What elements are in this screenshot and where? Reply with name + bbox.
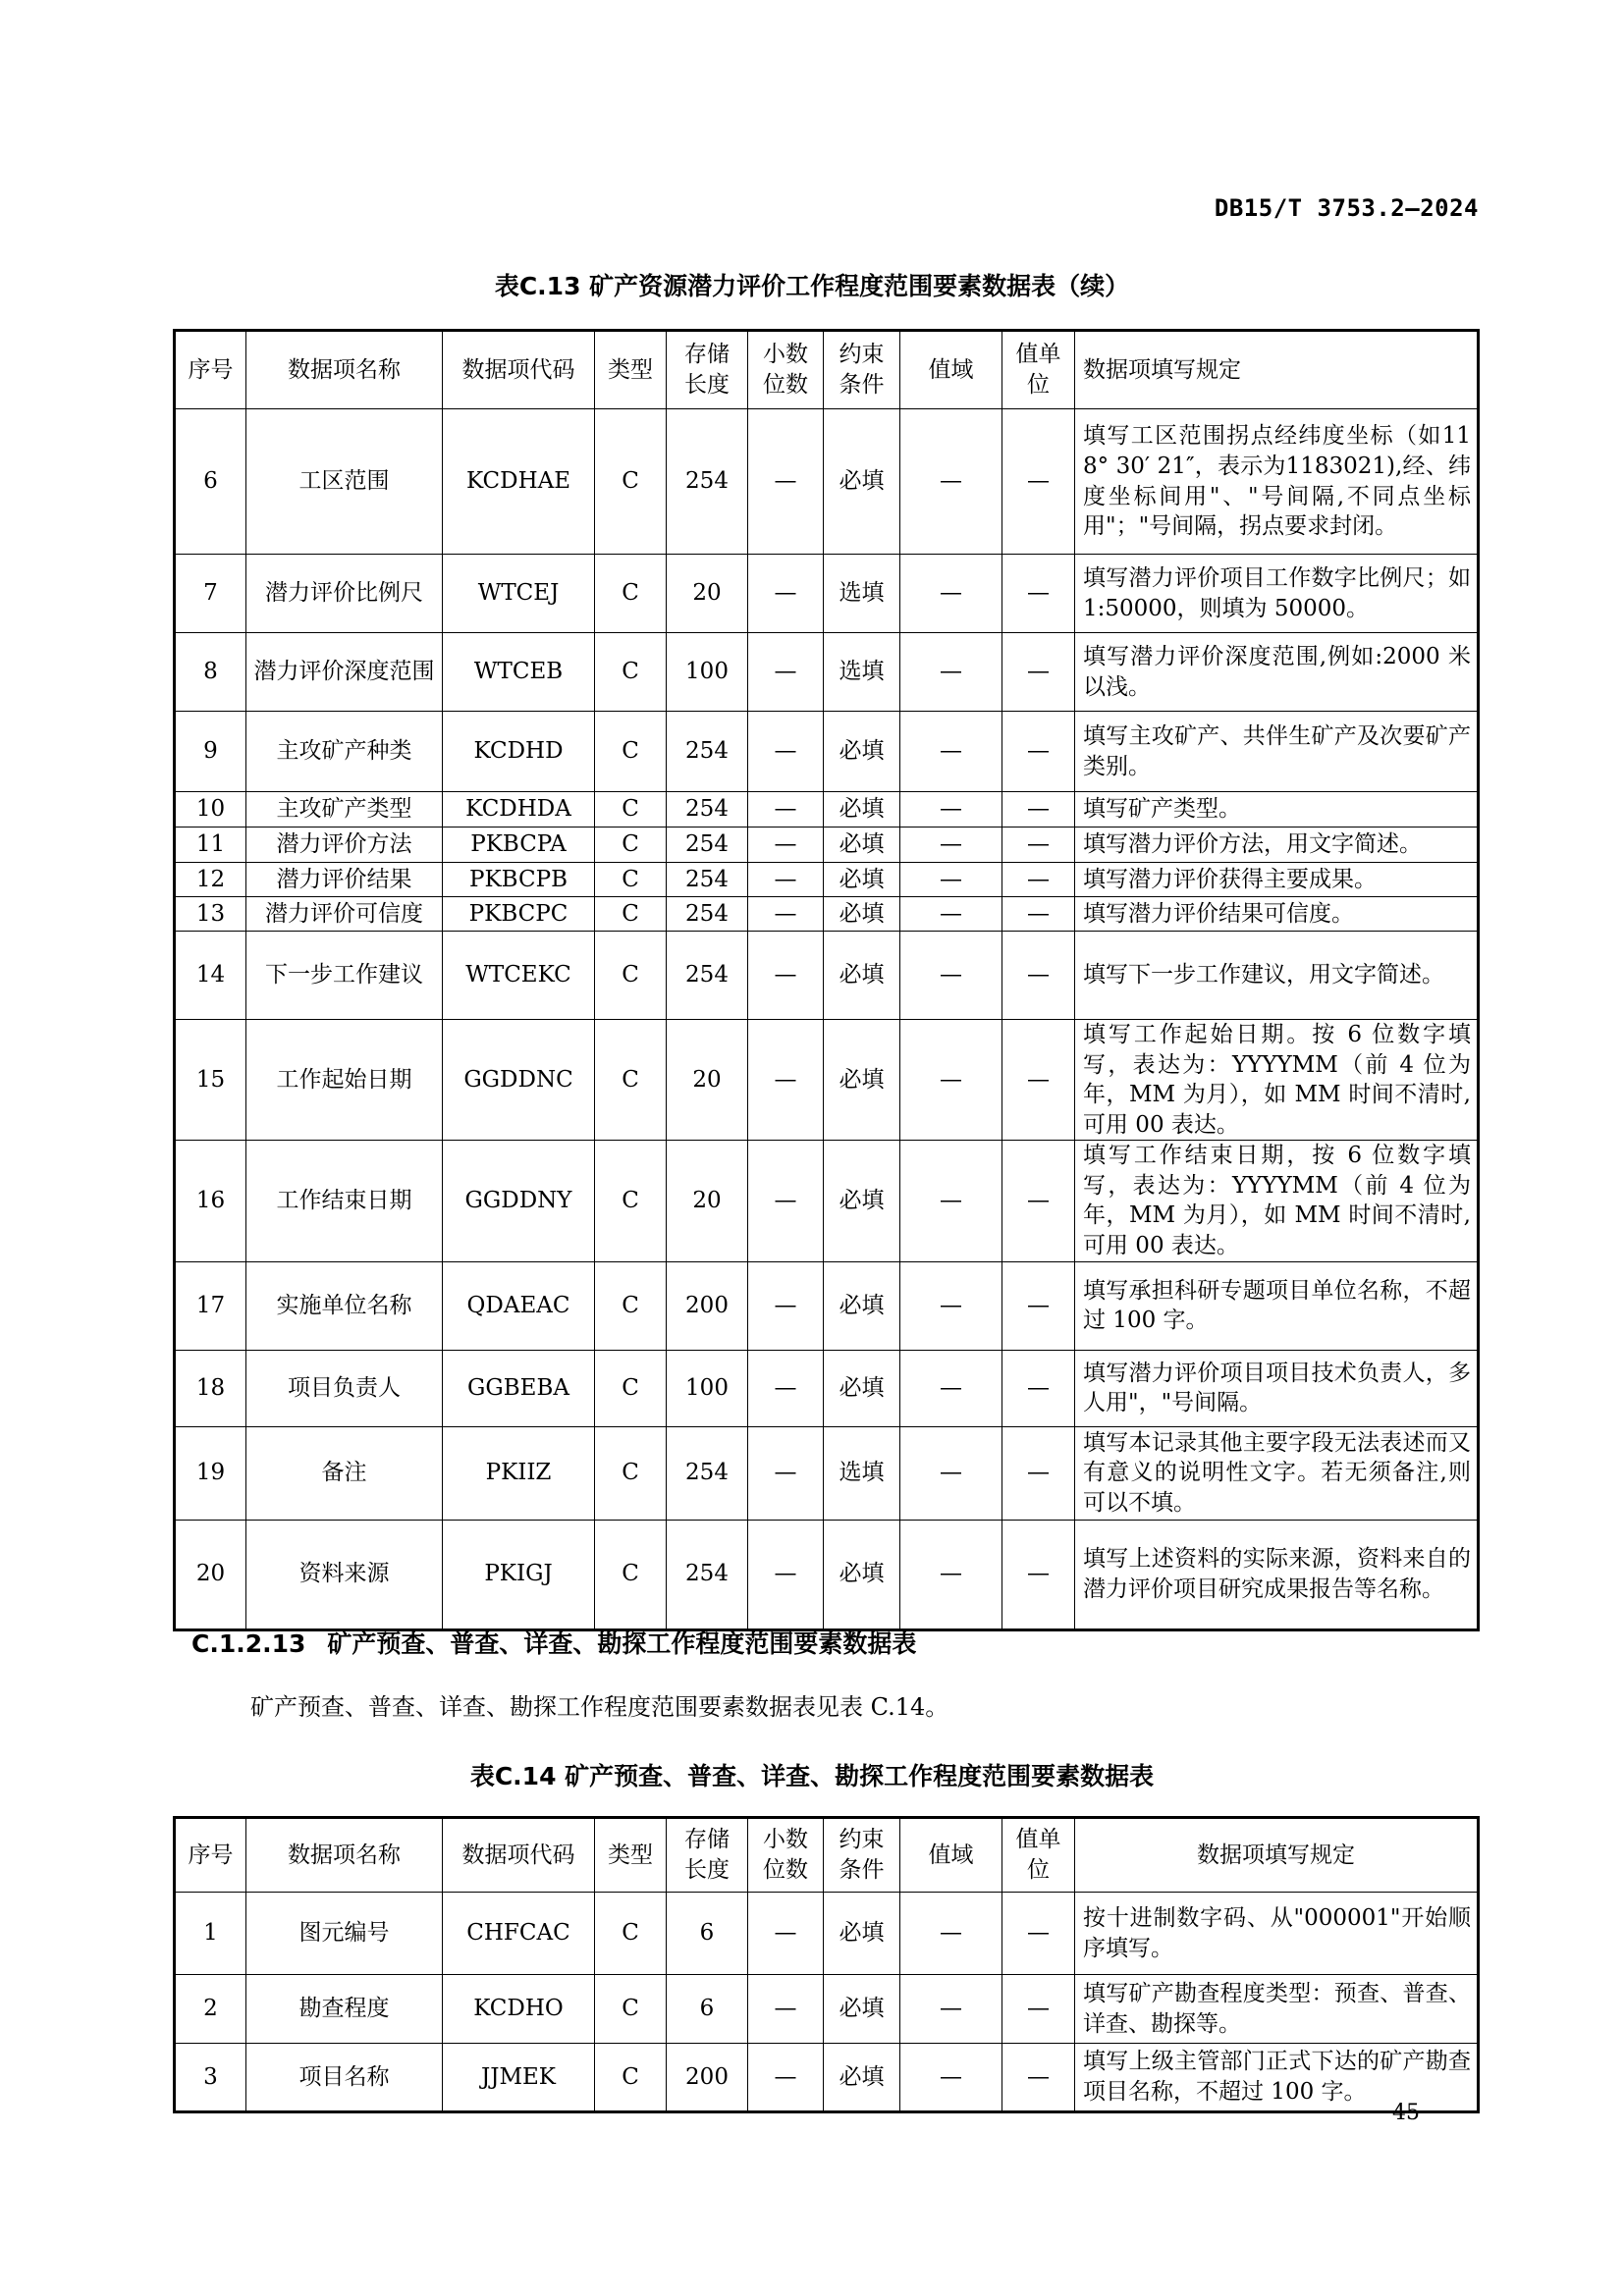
cell-domain: —: [900, 555, 1002, 633]
cell-type: C: [595, 1975, 667, 2044]
table-row: [175, 1520, 1479, 1629]
cell-seq: 13: [175, 897, 246, 932]
cell-decimals: —: [748, 792, 824, 828]
cell-length: 6: [667, 1975, 748, 2044]
cell-code: KCDHDA: [443, 792, 595, 828]
col-header-seq: 序号: [175, 1818, 246, 1893]
col-header-domain: 值域: [900, 1818, 1002, 1893]
cell-seq: 17: [175, 1261, 246, 1350]
cell-unit: —: [1002, 712, 1075, 792]
table-row: [175, 1975, 1479, 2044]
cell-domain: —: [900, 633, 1002, 712]
cell-domain: —: [900, 897, 1002, 932]
cell-name: 主攻矿产类型: [246, 792, 443, 828]
col-header-length: 存储 长度: [667, 1818, 748, 1893]
cell-decimals: —: [748, 409, 824, 555]
cell-unit: —: [1002, 1520, 1075, 1629]
table-row: [175, 1426, 1479, 1520]
cell-domain: —: [900, 712, 1002, 792]
table-row: [175, 712, 1479, 792]
table-caption-c14: 表C.14 矿产预查、普查、详查、勘探工作程度范围要素数据表: [469, 1762, 1155, 1790]
cell-rule: 填写承担科研专题项目单位名称，不超过 100 字。: [1075, 1261, 1479, 1350]
cell-domain: —: [900, 1975, 1002, 2044]
cell-constraint: 必填: [824, 1261, 900, 1350]
cell-unit: —: [1002, 932, 1075, 1020]
cell-rule: 按十进制数字码、从"000001"开始顺序填写。: [1075, 1893, 1479, 1975]
col-header-name: 数据项名称: [246, 331, 443, 409]
cell-length: 254: [667, 1426, 748, 1520]
cell-name: 潜力评价深度范围: [246, 633, 443, 712]
cell-name: 图元编号: [246, 1893, 443, 1975]
cell-constraint: 选填: [824, 555, 900, 633]
cell-unit: —: [1002, 1261, 1075, 1350]
cell-rule: 填写工区范围拐点经纬度坐标（如118° 30′ 21″，表示为1183021),经、纬度坐标间用"、"号间隔,不同点坐标用"；"号间隔，拐点要求封闭。: [1075, 409, 1479, 555]
cell-domain: —: [900, 828, 1002, 863]
cell-rule: 填写潜力评价项目项目技术负责人，多人用"，"号间隔。: [1075, 1350, 1479, 1426]
cell-seq: 12: [175, 863, 246, 897]
data-table-c14: [173, 1816, 1480, 2113]
cell-length: 6: [667, 1893, 748, 1975]
col-header-type: 类型: [595, 1818, 667, 1893]
col-header-constraint: 约束 条件: [824, 1818, 900, 1893]
cell-type: C: [595, 1141, 667, 1261]
cell-decimals: —: [748, 863, 824, 897]
cell-seq: 1: [175, 1893, 246, 1975]
cell-domain: —: [900, 1020, 1002, 1141]
cell-code: KCDHAE: [443, 409, 595, 555]
section-number: C.1.2.13: [191, 1629, 306, 1658]
table-row: [175, 828, 1479, 863]
cell-constraint: 必填: [824, 1141, 900, 1261]
cell-seq: 16: [175, 1141, 246, 1261]
cell-length: 254: [667, 897, 748, 932]
cell-domain: —: [900, 1141, 1002, 1261]
cell-code: WTCEB: [443, 633, 595, 712]
cell-length: 254: [667, 863, 748, 897]
cell-code: PKIGJ: [443, 1520, 595, 1629]
col-header-name: 数据项名称: [246, 1818, 443, 1893]
cell-rule: 填写矿产勘查程度类型：预查、普查、详查、勘探等。: [1075, 1975, 1479, 2044]
cell-unit: —: [1002, 409, 1075, 555]
cell-seq: 7: [175, 555, 246, 633]
cell-rule: 填写潜力评价获得主要成果。: [1075, 863, 1479, 897]
col-header-code: 数据项代码: [443, 1818, 595, 1893]
cell-type: C: [595, 2044, 667, 2112]
table-row: [175, 1893, 1479, 1975]
cell-code: JJMEK: [443, 2044, 595, 2112]
cell-name: 潜力评价比例尺: [246, 555, 443, 633]
cell-domain: —: [900, 792, 1002, 828]
section-heading: [191, 1625, 916, 1660]
cell-decimals: —: [748, 932, 824, 1020]
cell-type: C: [595, 555, 667, 633]
data-table-c13: [173, 329, 1480, 1631]
cell-seq: 8: [175, 633, 246, 712]
cell-decimals: —: [748, 1520, 824, 1629]
cell-constraint: 必填: [824, 1350, 900, 1426]
cell-length: 200: [667, 1261, 748, 1350]
table-row: [175, 1141, 1479, 1261]
cell-name: 工作起始日期: [246, 1020, 443, 1141]
cell-constraint: 必填: [824, 792, 900, 828]
cell-unit: —: [1002, 1426, 1075, 1520]
cell-code: PKBCPB: [443, 863, 595, 897]
cell-decimals: —: [748, 633, 824, 712]
cell-name: 工作结束日期: [246, 1141, 443, 1261]
cell-code: GGDDNY: [443, 1141, 595, 1261]
cell-domain: —: [900, 1893, 1002, 1975]
cell-unit: —: [1002, 897, 1075, 932]
table-row: [175, 409, 1479, 555]
cell-unit: —: [1002, 2044, 1075, 2112]
cell-constraint: 必填: [824, 863, 900, 897]
cell-rule: 填写主攻矿产、共伴生矿产及次要矿产类别。: [1075, 712, 1479, 792]
col-header-type: 类型: [595, 331, 667, 409]
cell-constraint: 必填: [824, 1893, 900, 1975]
col-header-unit: 值单 位: [1002, 331, 1075, 409]
table-row: [175, 897, 1479, 932]
cell-length: 254: [667, 828, 748, 863]
cell-rule: 填写矿产类型。: [1075, 792, 1479, 828]
cell-seq: 18: [175, 1350, 246, 1426]
table-header-row: [175, 331, 1479, 409]
cell-name: 潜力评价方法: [246, 828, 443, 863]
cell-decimals: —: [748, 1261, 824, 1350]
cell-decimals: —: [748, 1141, 824, 1261]
cell-rule: 填写潜力评价深度范围,例如:2000 米以浅。: [1075, 633, 1479, 712]
cell-rule: 填写潜力评价结果可信度。: [1075, 897, 1479, 932]
cell-rule: 填写工作起始日期。按 6 位数字填写，表达为：YYYYMM（前 4 位为年，MM 为月），如 MM 时间不清时,可用 00 表达。: [1075, 1020, 1479, 1141]
cell-code: PKIIZ: [443, 1426, 595, 1520]
cell-type: C: [595, 1426, 667, 1520]
cell-type: C: [595, 712, 667, 792]
col-header-unit: 值单 位: [1002, 1818, 1075, 1893]
cell-length: 254: [667, 932, 748, 1020]
cell-unit: —: [1002, 1141, 1075, 1261]
cell-length: 254: [667, 712, 748, 792]
table-header-row: [175, 1818, 1479, 1893]
cell-constraint: 必填: [824, 1520, 900, 1629]
col-header-seq: 序号: [175, 331, 246, 409]
cell-type: C: [595, 1893, 667, 1975]
cell-constraint: 选填: [824, 633, 900, 712]
cell-rule: 填写上述资料的实际来源，资料来自的潜力评价项目研究成果报告等名称。: [1075, 1520, 1479, 1629]
cell-unit: —: [1002, 828, 1075, 863]
cell-type: C: [595, 932, 667, 1020]
cell-constraint: 必填: [824, 712, 900, 792]
cell-name: 项目名称: [246, 2044, 443, 2112]
cell-seq: 10: [175, 792, 246, 828]
cell-decimals: —: [748, 1020, 824, 1141]
cell-decimals: —: [748, 1350, 824, 1426]
page-number: 45: [1392, 2101, 1420, 2125]
cell-constraint: 必填: [824, 409, 900, 555]
cell-seq: 9: [175, 712, 246, 792]
cell-length: 254: [667, 792, 748, 828]
cell-constraint: 选填: [824, 1426, 900, 1520]
cell-constraint: 必填: [824, 932, 900, 1020]
cell-domain: —: [900, 1426, 1002, 1520]
cell-rule: 填写上级主管部门正式下达的矿产勘查项目名称，不超过 100 字。: [1075, 2044, 1479, 2112]
table-caption-c13: 表C.13 矿产资源潜力评价工作程度范围要素数据表（续）: [494, 272, 1130, 300]
cell-constraint: 必填: [824, 1020, 900, 1141]
cell-constraint: 必填: [824, 897, 900, 932]
cell-seq: 3: [175, 2044, 246, 2112]
cell-name: 资料来源: [246, 1520, 443, 1629]
cell-unit: —: [1002, 1893, 1075, 1975]
cell-code: WTCEKC: [443, 932, 595, 1020]
cell-unit: —: [1002, 555, 1075, 633]
cell-length: 20: [667, 1141, 748, 1261]
cell-decimals: —: [748, 555, 824, 633]
cell-decimals: —: [748, 712, 824, 792]
cell-domain: —: [900, 863, 1002, 897]
cell-code: CHFCAC: [443, 1893, 595, 1975]
col-header-code: 数据项代码: [443, 331, 595, 409]
table-row: [175, 2044, 1479, 2112]
col-header-rule: 数据项填写规定: [1075, 331, 1479, 409]
cell-name: 工区范围: [246, 409, 443, 555]
table-row: [175, 1261, 1479, 1350]
col-header-rule: 数据项填写规定: [1075, 1818, 1479, 1893]
cell-name: 备注: [246, 1426, 443, 1520]
cell-name: 下一步工作建议: [246, 932, 443, 1020]
cell-unit: —: [1002, 792, 1075, 828]
cell-code: KCDHO: [443, 1975, 595, 2044]
table-row: [175, 1350, 1479, 1426]
table-row: [175, 1020, 1479, 1141]
cell-type: C: [595, 863, 667, 897]
cell-domain: —: [900, 1261, 1002, 1350]
cell-domain: —: [900, 2044, 1002, 2112]
cell-seq: 20: [175, 1520, 246, 1629]
cell-domain: —: [900, 932, 1002, 1020]
cell-constraint: 必填: [824, 2044, 900, 2112]
table-row: [175, 555, 1479, 633]
cell-code: PKBCPA: [443, 828, 595, 863]
cell-type: C: [595, 828, 667, 863]
cell-decimals: —: [748, 1426, 824, 1520]
cell-unit: —: [1002, 633, 1075, 712]
cell-type: C: [595, 792, 667, 828]
cell-constraint: 必填: [824, 828, 900, 863]
cell-rule: 填写下一步工作建议，用文字简述。: [1075, 932, 1479, 1020]
cell-seq: 15: [175, 1020, 246, 1141]
cell-name: 潜力评价结果: [246, 863, 443, 897]
table-row: [175, 932, 1479, 1020]
cell-name: 潜力评价可信度: [246, 897, 443, 932]
cell-code: GGDDNC: [443, 1020, 595, 1141]
cell-length: 20: [667, 1020, 748, 1141]
cell-code: QDAEAC: [443, 1261, 595, 1350]
cell-code: PKBCPC: [443, 897, 595, 932]
cell-name: 勘查程度: [246, 1975, 443, 2044]
cell-seq: 2: [175, 1975, 246, 2044]
cell-seq: 19: [175, 1426, 246, 1520]
cell-seq: 11: [175, 828, 246, 863]
cell-code: KCDHD: [443, 712, 595, 792]
section-title: 矿产预查、普查、详查、勘探工作程度范围要素数据表: [327, 1629, 917, 1658]
cell-name: 实施单位名称: [246, 1261, 443, 1350]
cell-seq: 14: [175, 932, 246, 1020]
cell-length: 20: [667, 555, 748, 633]
cell-domain: —: [900, 1520, 1002, 1629]
cell-unit: —: [1002, 1020, 1075, 1141]
cell-code: GGBEBA: [443, 1350, 595, 1426]
cell-rule: 填写潜力评价项目工作数字比例尺；如 1:50000，则填为 50000。: [1075, 555, 1479, 633]
cell-type: C: [595, 897, 667, 932]
cell-name: 项目负责人: [246, 1350, 443, 1426]
body-paragraph: 矿产预查、普查、详查、勘探工作程度范围要素数据表见表 C.14。: [250, 1693, 949, 1721]
cell-length: 200: [667, 2044, 748, 2112]
cell-unit: —: [1002, 863, 1075, 897]
cell-length: 254: [667, 1520, 748, 1629]
cell-decimals: —: [748, 828, 824, 863]
col-header-constraint: 约束 条件: [824, 331, 900, 409]
cell-domain: —: [900, 1350, 1002, 1426]
cell-length: 100: [667, 633, 748, 712]
cell-code: WTCEJ: [443, 555, 595, 633]
cell-name: 主攻矿产种类: [246, 712, 443, 792]
cell-rule: 填写本记录其他主要字段无法表述而又有意义的说明性文字。若无须备注,则可以不填。: [1075, 1426, 1479, 1520]
cell-type: C: [595, 1350, 667, 1426]
cell-type: C: [595, 409, 667, 555]
cell-unit: —: [1002, 1975, 1075, 2044]
table-row: [175, 633, 1479, 712]
cell-length: 254: [667, 409, 748, 555]
cell-type: C: [595, 1020, 667, 1141]
col-header-length: 存储 长度: [667, 331, 748, 409]
cell-type: C: [595, 1261, 667, 1350]
cell-decimals: —: [748, 1893, 824, 1975]
cell-rule: 填写潜力评价方法，用文字简述。: [1075, 828, 1479, 863]
cell-seq: 6: [175, 409, 246, 555]
col-header-domain: 值域: [900, 331, 1002, 409]
document-code: DB15/T 3753.2—2024: [1214, 194, 1479, 222]
table-row: [175, 863, 1479, 897]
cell-decimals: —: [748, 2044, 824, 2112]
cell-decimals: —: [748, 897, 824, 932]
cell-rule: 填写工作结束日期，按 6 位数字填写，表达为：YYYYMM（前 4 位为年，MM 为月），如 MM 时间不清时,可用 00 表达。: [1075, 1141, 1479, 1261]
table-row: [175, 792, 1479, 828]
cell-constraint: 必填: [824, 1975, 900, 2044]
cell-type: C: [595, 633, 667, 712]
cell-unit: —: [1002, 1350, 1075, 1426]
cell-decimals: —: [748, 1975, 824, 2044]
cell-type: C: [595, 1520, 667, 1629]
col-header-decimals: 小数 位数: [748, 331, 824, 409]
cell-domain: —: [900, 409, 1002, 555]
cell-length: 100: [667, 1350, 748, 1426]
col-header-decimals: 小数 位数: [748, 1818, 824, 1893]
